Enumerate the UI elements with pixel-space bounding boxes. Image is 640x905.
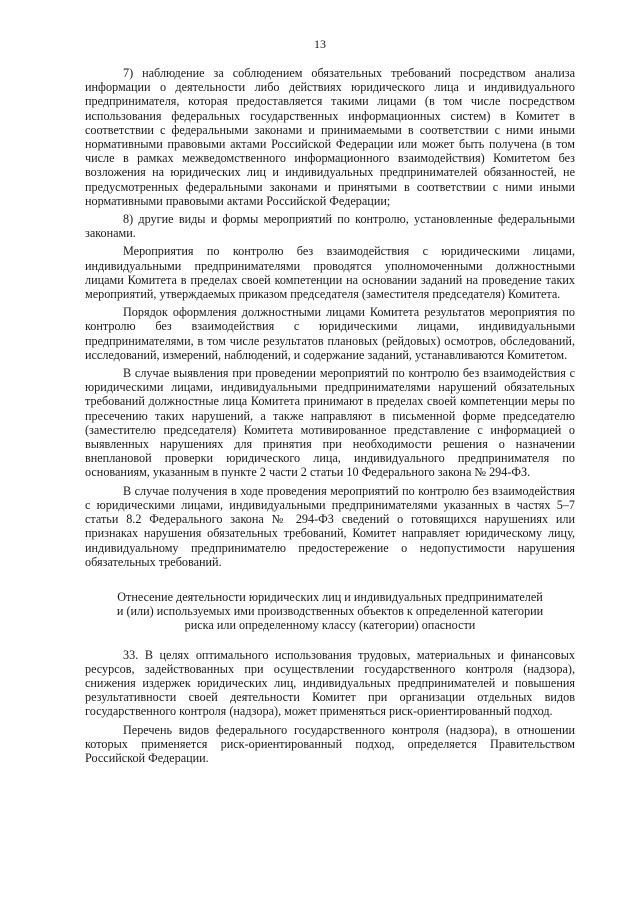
section-heading-line: Отнесение деятельности юридических лиц и индивидуальных предпринимателей [117, 589, 543, 604]
paragraph-warning-notice: В случае получения в ходе проведения мероприятий по контролю без взаимодействия с юридическими лицами, индивидуальными предпринимателями указанных в частях 5–7 статьи 8.2 Федерального закона № 294-ФЗ сведений о готовящихся нарушениях или признаках нарушения обязательных требований, Комитет направляет юридическому лицу, индивидуальному предпринимателю предостережение о недопустимости нарушения обязательных требований. [85, 483, 575, 569]
paragraph-item-33: 33. В целях оптимального использования трудовых, материальных и финансовых ресурсов, задействованных при осуществлении государственного контроля (надзора), снижения издержек юридических лиц, индивидуальных предпринимателей и повышения результативности своей деятельности Комитет при организации отдельных видов государственного контроля (надзора), может применяться риск-ориентированный подход. [85, 647, 575, 719]
document-body [85, 66, 575, 769]
paragraph-item-7: 7) наблюдение за соблюдением обязательных требований посредством анализа информации о деятельности либо действиях юридического лица и индивидуального предпринимателя, которая предоставляется такими лицами (в том числе посредством использования федеральных государственных информационных систем) в Комитет в соответствии с федеральными законами и принимаемыми в соответствии с ними иными нормативными правовыми актами Российской Федерации или может быть получена (в том числе в рамках межведомственного информационного взаимодействия) Комитетом без возложения на юридических лиц и индивидуальных предпринимателей обязанностей, не предусмотренных федеральными законами и принятыми в соответствии с ними иными нормативными правовыми актами Российской Федерации; [85, 66, 575, 208]
section-heading-line: риска или определенному классу (категории) опасности [184, 618, 476, 633]
section-heading [85, 590, 575, 633]
paragraph-item-8: 8) другие виды и формы мероприятий по контролю, установленные федеральными законами. [85, 212, 575, 241]
paragraph-violations-found: В случае выявления при проведении мероприятий по контролю без взаимодействия с юридическими лицами, индивидуальными предпринимателями нарушений обязательных требований должностные лица Комитета принимают в пределах своей компетенции меры по пресечению таких нарушений, а также направляют в письменной форме председателю (заместителю председателя) Комитета мотивированное представление с информацией о выявленных нарушениях для принятия при необходимости решения о назначении внеплановой проверки юридического лица, индивидуального предпринимателя по основаниям, указанным в пункте 2 части 2 статьи 10 Федерального закона № 294-ФЗ. [85, 366, 575, 480]
section-heading-line: и (или) используемых ими производственных объектов к определенной категории [116, 604, 544, 619]
paragraph-results-procedure: Порядок оформления должностными лицами Комитета результатов мероприятия по контролю без взаимодействия с юридическими лицами, индивидуальными предпринимателями, в том числе результатов плановых (рейдовых) осмотров, обследований, исследований, измерений, наблюдений, и содержание заданий, устанавливаются Комитетом. [85, 305, 575, 362]
paragraph-control-measures: Мероприятия по контролю без взаимодействия с юридическими лицами, индивидуальными предпринимателями проводятся уполномоченными должностными лицами Комитета в пределах своей компетенции на основании заданий на проведение таких мероприятий, утверждаемых приказом председателя (заместителя председателя) Комитета. [85, 244, 575, 302]
paragraph-control-list: Перечень видов федерального государственного контроля (надзора), в отношении которых применяется риск-ориентированный подход, определяется Правительством Российской Федерации. [85, 722, 575, 765]
page-number: 13 [314, 37, 326, 51]
